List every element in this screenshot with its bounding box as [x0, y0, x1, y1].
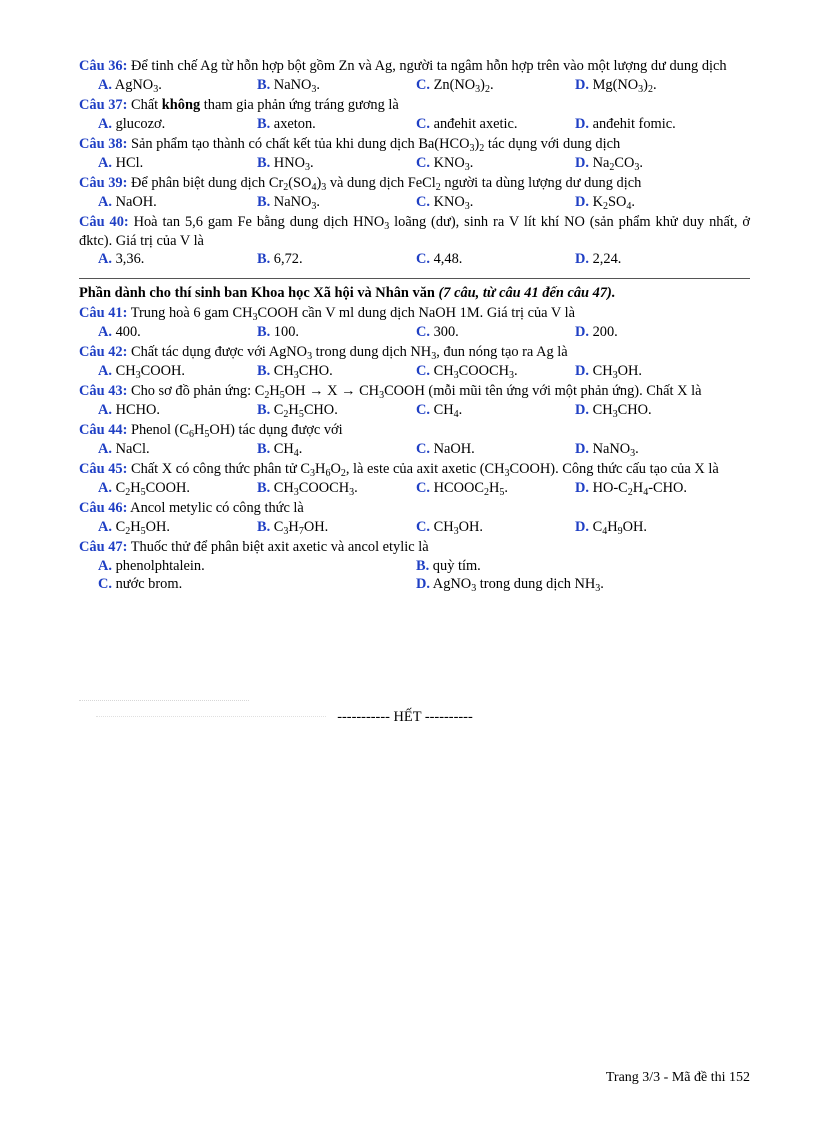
option-text: NaNO$_3$.	[270, 76, 320, 95]
option-label: D.	[575, 251, 589, 267]
option-label: D.	[575, 193, 589, 210]
answer-option	[257, 250, 416, 269]
dotted-line	[79, 700, 249, 701]
answer-options	[79, 440, 750, 459]
answer-option	[416, 193, 575, 212]
question	[79, 460, 750, 497]
answer-option	[257, 115, 416, 134]
option-text: NaCl.	[112, 440, 150, 457]
option-label: C.	[416, 362, 430, 379]
option-text: $HNO_3$.	[270, 154, 314, 173]
answer-option	[257, 401, 416, 420]
question	[79, 538, 750, 594]
option-text: $K_2SO_4$.	[589, 193, 636, 212]
question-number: Câu 41:	[79, 305, 128, 321]
answer-option	[98, 401, 257, 420]
option-label: B.	[257, 115, 271, 132]
option-text: $Na_2CO_3$.	[589, 154, 643, 173]
option-label: B.	[257, 323, 271, 340]
option-label: D.	[575, 154, 589, 171]
question-number: Câu 47:	[79, 539, 128, 555]
answer-option	[98, 362, 257, 381]
option-label: A.	[98, 557, 112, 574]
option-label: B.	[257, 518, 271, 535]
end-marker: ----------- HẾT ----------	[337, 709, 473, 725]
answer-options	[79, 362, 750, 381]
answer-option	[257, 362, 416, 381]
answer-options	[79, 518, 750, 537]
option-text: NaNO$_3$.	[589, 440, 639, 459]
question-number: Câu 37:	[79, 97, 128, 113]
page-footer: Trang 3/3 - Mã đề thi 152	[605, 1070, 750, 1085]
option-text: $C_2H_5CHO$.	[270, 401, 338, 420]
option-text: 6,72.	[270, 251, 303, 267]
answer-option	[575, 193, 635, 212]
section-note: (7 câu, từ câu 41 đến câu 47).	[438, 284, 616, 301]
answer-option	[575, 323, 618, 342]
answer-option	[257, 193, 416, 212]
option-text: $CH_3COOH$.	[112, 362, 185, 381]
answer-option	[575, 154, 643, 173]
option-label: A.	[98, 362, 112, 379]
option-label: B.	[257, 251, 271, 267]
option-label: A.	[98, 479, 112, 496]
option-text: $CH_3CHO$.	[589, 401, 652, 420]
answer-option	[257, 518, 416, 537]
option-text: $KNO_3$.	[430, 193, 474, 212]
answer-options	[79, 76, 750, 95]
option-label: C.	[98, 576, 112, 592]
question	[79, 382, 750, 419]
option-label: B.	[257, 76, 271, 93]
answer-option	[575, 401, 652, 420]
option-text: 300.	[430, 323, 459, 340]
option-label: C.	[416, 76, 430, 93]
option-text: $CH_3OH$.	[430, 518, 483, 537]
option-text: HCl.	[112, 154, 144, 171]
answer-option	[575, 518, 647, 537]
option-text: AgNO$_3$ trong dung dịch $NH_3$.	[430, 576, 604, 594]
section-title: Phần dành cho thí sinh ban Khoa học Xã hội và Nhân văn	[79, 284, 435, 301]
question-text: Chất tác dụng được với AgNO$_3$ trong dung dịch $NH_3$, đun nóng tạo ra Ag là	[127, 344, 568, 362]
question	[79, 343, 750, 380]
answer-option	[98, 154, 257, 173]
option-text: 4,48.	[430, 251, 463, 267]
option-label: A.	[98, 193, 112, 210]
answer-option	[98, 557, 416, 576]
question-number: Câu 38:	[79, 136, 128, 152]
option-label: D.	[416, 576, 430, 592]
answer-option	[416, 323, 575, 342]
option-text: $HO-C_2H_4$-CHO.	[589, 479, 687, 498]
question-stem	[79, 538, 750, 557]
option-label: B.	[257, 154, 271, 171]
answer-option	[257, 440, 416, 459]
answer-option	[416, 440, 575, 459]
option-text: 200.	[589, 323, 618, 340]
answer-option	[98, 115, 257, 134]
option-label: C.	[416, 251, 430, 267]
answer-option	[575, 440, 639, 459]
answer-option	[416, 557, 734, 576]
option-label: D.	[575, 115, 589, 132]
question	[79, 421, 750, 458]
answer-options	[79, 115, 750, 134]
question-text: Hoà tan 5,6 gam Fe bằng dung dịch $HNO_3$ loãng (dư), sinh ra V lít khí NO (sản phẩm khử duy nhất, ở đktc). Giá trị của V là	[79, 214, 750, 249]
question-number: Câu 42:	[79, 344, 128, 360]
option-label: D.	[575, 362, 589, 379]
option-label: A.	[98, 440, 112, 457]
question	[79, 96, 750, 133]
section-heading	[79, 284, 750, 303]
option-text: $CH_3CHO$.	[270, 362, 333, 381]
option-label: C.	[416, 193, 430, 210]
option-label: D.	[575, 440, 589, 457]
answer-option	[98, 76, 257, 95]
answer-option	[98, 323, 257, 342]
option-text: phenolphtalein.	[112, 557, 205, 574]
answer-option	[575, 479, 687, 498]
option-text: $KNO_3$.	[430, 154, 474, 173]
answer-options	[79, 154, 750, 173]
question-stem	[79, 57, 750, 76]
option-label: B.	[257, 401, 271, 418]
question	[79, 174, 750, 211]
question-stem	[79, 213, 750, 250]
option-label: C.	[416, 115, 430, 132]
option-text: $C_3H_7OH$.	[270, 518, 329, 537]
answer-options	[79, 193, 750, 212]
option-text: $C_4H_9OH$.	[589, 518, 647, 537]
option-text: $CH_3COOCH_3$.	[270, 479, 358, 498]
answer-option	[575, 115, 676, 134]
question-text: Để phân biệt dung dịch $Cr_2(SO_4)_3$ và dung dịch FeCl$_2$ người ta dùng lượng dư dung dịch	[127, 175, 642, 193]
option-text: nước brom.	[112, 576, 183, 592]
option-text: $CH_3OH$.	[589, 362, 642, 381]
answer-option	[98, 440, 257, 459]
answer-option	[416, 250, 575, 269]
option-label: D.	[575, 518, 589, 535]
option-text: NaOH.	[430, 440, 475, 457]
option-text: glucozơ.	[112, 115, 166, 132]
question	[79, 499, 750, 536]
question-text: Ancol metylic có công thức là	[127, 500, 304, 516]
option-text: 3,36.	[112, 251, 145, 267]
questions-part-1	[79, 57, 750, 269]
question	[79, 304, 750, 341]
option-text: AgNO$_3$.	[112, 76, 162, 95]
answer-option	[416, 575, 734, 594]
answer-option	[416, 401, 575, 420]
answer-option	[257, 323, 416, 342]
option-text: $CH_4$.	[270, 440, 303, 459]
option-label: C.	[416, 440, 430, 457]
answer-option	[98, 193, 257, 212]
option-text: NaOH.	[112, 193, 157, 210]
question-number: Câu 44:	[79, 422, 128, 438]
question-stem	[79, 460, 750, 479]
option-label: C.	[416, 154, 430, 171]
question-stem	[79, 135, 750, 154]
answer-options	[79, 323, 750, 342]
question-text: Để tinh chế Ag từ hỗn hợp bột gồm Zn và Ag, người ta ngâm hỗn hợp trên vào một lượng dư dung dịch	[127, 58, 727, 74]
option-label: C.	[416, 479, 430, 496]
question-number: Câu 39:	[79, 175, 128, 191]
answer-option	[257, 479, 416, 498]
option-text: 400.	[112, 323, 141, 340]
option-text: $Mg(NO_3)_2$.	[589, 76, 657, 95]
answer-option	[575, 362, 642, 381]
option-text: $C_2H_5OH$.	[112, 518, 170, 537]
option-text: HCHO.	[112, 401, 160, 418]
question	[79, 57, 750, 94]
option-label: D.	[575, 76, 589, 93]
answer-option	[98, 518, 257, 537]
exam-page	[79, 57, 750, 596]
question-text: Sản phẩm tạo thành có chất kết tủa khi dung dịch $Ba(HCO_3)_2$ tác dụng với dung dịch	[127, 136, 621, 154]
answer-option	[98, 575, 416, 594]
option-label: D.	[575, 401, 589, 418]
option-text: $C_2H_5COOH$.	[112, 479, 190, 498]
answer-option	[575, 76, 657, 95]
option-text: $CH_4$.	[430, 401, 463, 420]
answer-options	[79, 557, 750, 594]
answer-option	[416, 518, 575, 537]
option-label: C.	[416, 401, 430, 418]
option-label: A.	[98, 401, 112, 418]
answer-option	[257, 154, 416, 173]
question-stem	[79, 174, 750, 193]
answer-option	[416, 115, 575, 134]
answer-option	[416, 76, 575, 95]
option-text: axeton.	[270, 115, 316, 132]
option-label: C.	[416, 518, 430, 535]
option-label: A.	[98, 251, 112, 267]
option-label: C.	[416, 323, 430, 340]
option-label: A.	[98, 154, 112, 171]
question-number: Câu 40:	[79, 214, 129, 230]
option-label: D.	[575, 479, 589, 496]
question-stem	[79, 499, 750, 518]
question-stem	[79, 382, 750, 401]
option-text: $CH_3COOCH_3$.	[430, 362, 518, 381]
answer-option	[575, 250, 621, 269]
option-text: NaNO$_3$.	[270, 193, 320, 212]
option-label: A.	[98, 115, 112, 132]
answer-option	[98, 250, 257, 269]
option-label: A.	[98, 76, 112, 93]
question-text: Chất không tham gia phản ứng tráng gương là	[127, 97, 399, 113]
option-label: A.	[98, 518, 112, 535]
option-label: D.	[575, 323, 589, 340]
option-text: 2,24.	[589, 251, 622, 267]
option-text: anđehit fomic.	[589, 115, 676, 132]
question-text: Cho sơ đồ phản ứng: $C_2H_5OH \to X$ → $CH_3COOH$ (mỗi mũi tên ứng với một phản ứng). Chất X là	[127, 383, 702, 401]
question-text: Trung hoà 6 gam $CH_3COOH$ cần V ml dung dịch NaOH 1M. Giá trị của V là	[127, 305, 576, 323]
answer-option	[416, 362, 575, 381]
answer-option	[257, 76, 416, 95]
question	[79, 135, 750, 172]
answer-option	[416, 154, 575, 173]
questions-part-2	[79, 304, 750, 594]
question-stem	[79, 304, 750, 323]
question-number: Câu 45:	[79, 461, 128, 477]
option-text: anđehit axetic.	[430, 115, 518, 132]
question-stem	[79, 421, 750, 440]
answer-option	[98, 479, 257, 498]
option-label: B.	[257, 362, 271, 379]
option-text: 100.	[270, 323, 299, 340]
option-text: $Zn(NO_3)_2$.	[430, 76, 494, 95]
option-label: B.	[257, 193, 271, 210]
question-text: Phenol $(C_6H_5OH)$ tác dụng được với	[127, 422, 343, 440]
question	[79, 213, 750, 269]
section-divider	[79, 278, 750, 279]
answer-option	[416, 479, 575, 498]
option-text: quỳ tím.	[429, 557, 481, 574]
answer-options	[79, 250, 750, 269]
option-label: A.	[98, 323, 112, 340]
question-number: Câu 46:	[79, 500, 128, 516]
answer-options	[79, 479, 750, 498]
question-text: Thuốc thử để phân biệt axit axetic và ancol etylic là	[127, 539, 429, 555]
question-text: Chất X có công thức phân tử $C_3H_6O_2$, là este của axit axetic $(CH_3COOH)$. Công thức cấu tạo của X là	[127, 461, 719, 479]
answer-options	[79, 401, 750, 420]
option-label: B.	[257, 440, 271, 457]
option-label: B.	[257, 479, 271, 496]
question-stem	[79, 343, 750, 362]
question-stem	[79, 96, 750, 115]
question-number: Câu 36:	[79, 58, 128, 74]
option-text: $HCOOC_2H_5$.	[430, 479, 508, 498]
question-number: Câu 43:	[79, 383, 128, 399]
option-label: B.	[416, 557, 430, 574]
